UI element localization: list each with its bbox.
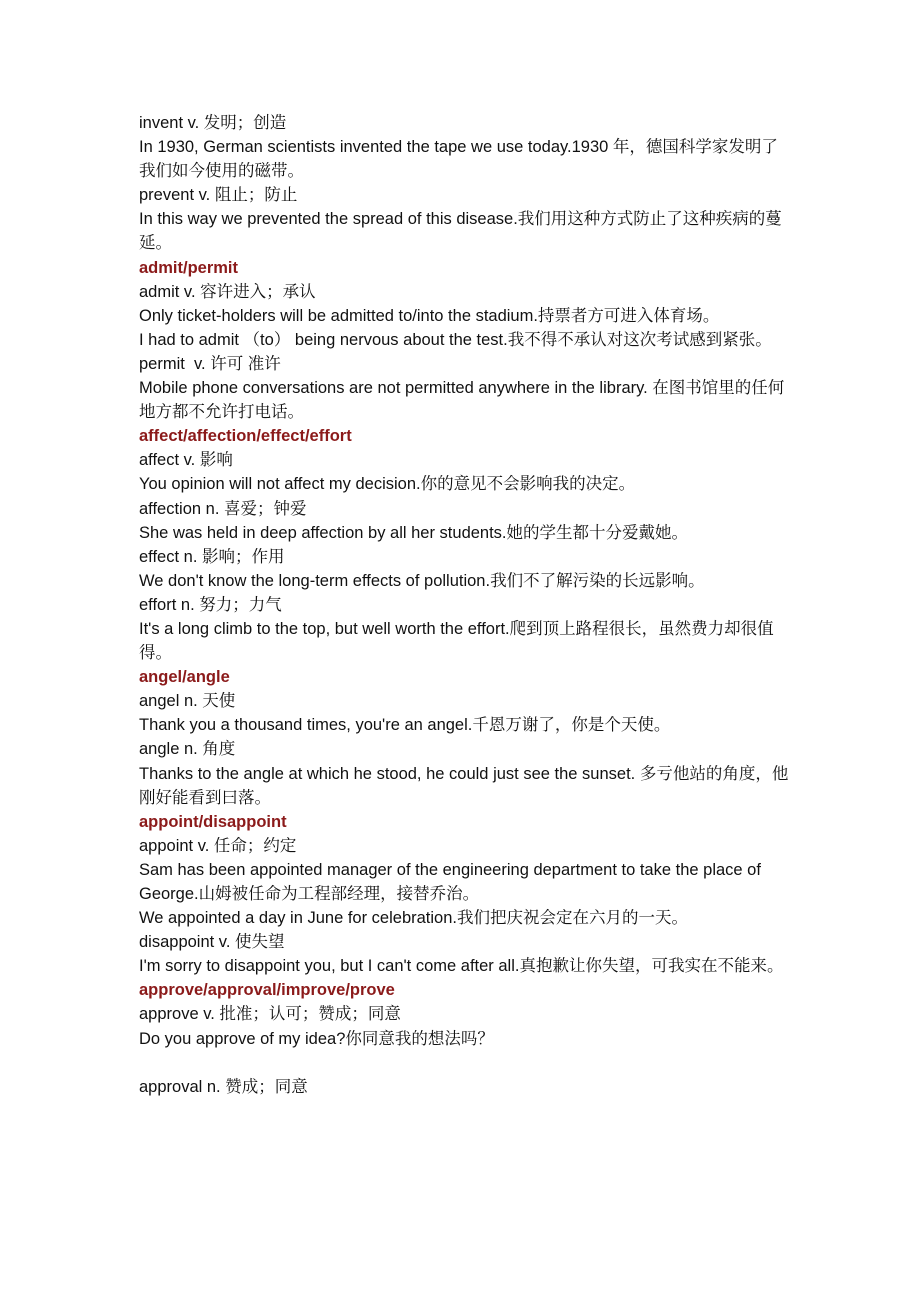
section-heading: admit/permit	[139, 258, 239, 277]
entry-line: invent v. 发明；创造	[139, 114, 287, 132]
example-sentence: Only ticket-holders will be admitted to/into the stadium.持票者方可进入体育场。	[139, 306, 720, 325]
example-sentence: We appointed a day in June for celebration.我们把庆祝会定在六月的一天。	[139, 909, 688, 928]
example-sentence: It's a long climb to the top, but well worth the effort.爬到顶上路程很长，虽然费力却很值得。	[139, 619, 774, 663]
blank-line	[139, 1051, 789, 1075]
example-sentence: Do you approve of my idea?你同意我的想法吗？	[139, 1029, 494, 1048]
entry-line: approval n. 赞成；同意	[139, 1077, 308, 1096]
example-sentence: In this way we prevented the spread of this disease.我们用这种方式防止了这种疾病的蔓延。	[139, 210, 782, 253]
entry-line: effort n. 努力；力气	[139, 595, 282, 614]
example-sentence: Sam has been appointed manager of the engineering department to take the place of George.山姆被任命为工程部经理，接替乔治。	[139, 860, 766, 903]
entry-line: affect v. 影响	[139, 451, 233, 470]
section-heading: affect/affection/effect/effort	[139, 427, 352, 446]
entry-line: approve v. 批准；认可；赞成；同意	[139, 1005, 401, 1024]
example-sentence: Thanks to the angle at which he stood, he could just see the sunset. 多亏他站的角度，他刚好能看到曰落。	[139, 764, 789, 807]
example-sentence: We don't know the long-term effects of pollution.我们不了解污染的长远影响。	[139, 571, 705, 590]
example-sentence: Mobile phone conversations are not permitted anywhere in the library. 在图书馆里的任何地方都不允许打电话。	[139, 379, 785, 422]
section-heading: approve/approval/improve/prove	[139, 981, 395, 1000]
example-sentence: I'm sorry to disappoint you, but I can't come after all.真抱歉让你失望，可我实在不能来。	[139, 957, 784, 976]
example-sentence: Thank you a thousand times, you're an angel.千恩万谢了，你是个天使。	[139, 716, 671, 735]
entry-line: effect n. 影响；作用	[139, 547, 285, 566]
entry-line: disappoint v. 使失望	[139, 933, 285, 952]
document-page	[139, 111, 789, 1099]
section-heading: appoint/disappoint	[139, 812, 287, 831]
entry-line: admit v. 容许进入；承认	[139, 282, 316, 301]
entry-line: angle n. 角度	[139, 740, 236, 759]
section-heading: angel/angle	[139, 668, 230, 687]
entry-line: permit v. 许可 准许	[139, 354, 281, 373]
entry-line: appoint v. 任命；约定	[139, 836, 297, 855]
example-sentence: You opinion will not affect my decision.你的意见不会影响我的决定。	[139, 475, 636, 494]
example-sentence: In 1930, German scientists invented the tape we use today.1930 年，德国科学家发明了我们如今使用的磁带。	[139, 138, 778, 181]
example-sentence: I had to admit （to） being nervous about the test.我不得不承认对这次考试感到紧张。	[139, 330, 772, 349]
entry-line: angel n. 天使	[139, 692, 236, 711]
entry-line: affection n. 喜爱；钟爱	[139, 499, 307, 518]
entry-line: prevent v. 阻止；防止	[139, 186, 298, 205]
example-sentence: She was held in deep affection by all her students.她的学生都十分爱戴她。	[139, 523, 689, 542]
